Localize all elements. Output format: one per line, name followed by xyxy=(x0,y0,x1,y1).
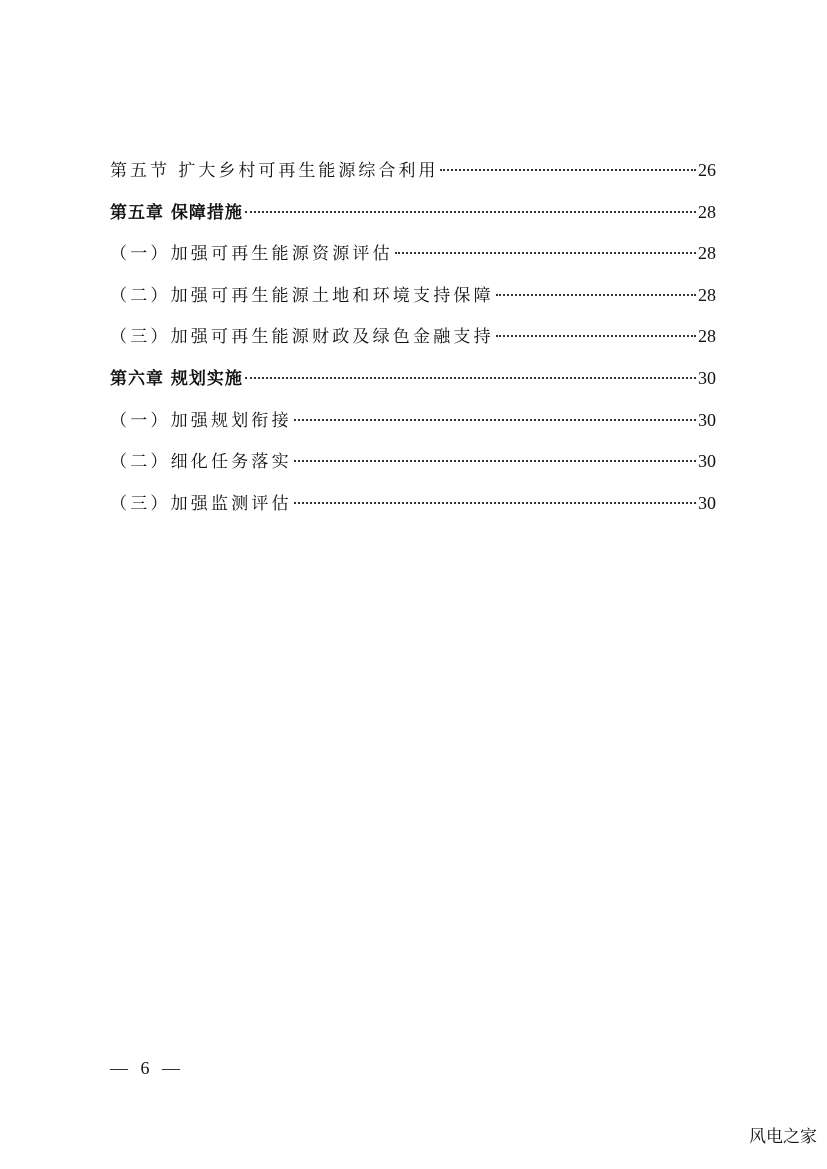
toc-dot-leader xyxy=(245,211,696,213)
toc-dot-leader xyxy=(496,294,696,296)
toc-entry-page: 28 xyxy=(698,326,716,347)
toc-entry[interactable] xyxy=(110,150,716,192)
toc-dot-leader xyxy=(294,419,696,421)
toc-dot-leader xyxy=(294,502,696,504)
toc-entry-title: （三）加强可再生能源财政及绿色金融支持 xyxy=(110,327,494,348)
toc-entry[interactable] xyxy=(110,192,716,234)
toc-entry-title: （三）加强监测评估 xyxy=(110,493,292,514)
toc-entry-title: 第五节 扩大乡村可再生能源综合利用 xyxy=(110,161,439,181)
toc-entry[interactable] xyxy=(110,275,716,317)
toc-entry-page: 26 xyxy=(698,160,716,180)
toc-entry[interactable] xyxy=(110,483,716,525)
toc-entry[interactable] xyxy=(110,233,716,275)
toc-entry-page: 28 xyxy=(698,284,716,305)
toc-entry[interactable] xyxy=(110,316,716,358)
toc-entry-title: 第六章 规划实施 xyxy=(110,368,243,389)
toc-entry-title: （一）加强规划衔接 xyxy=(110,410,292,431)
toc-entry[interactable] xyxy=(110,400,716,442)
toc-dot-leader xyxy=(294,460,696,462)
toc-dot-leader xyxy=(245,377,696,379)
toc-entry[interactable] xyxy=(110,441,716,483)
toc-entry-title: （二）细化任务落实 xyxy=(110,452,292,473)
toc-entry-page: 28 xyxy=(698,201,716,222)
toc-dot-leader xyxy=(496,335,696,337)
toc-dot-leader xyxy=(440,169,696,171)
watermark-text: 风电之家 xyxy=(749,1127,817,1147)
page-number: — 6 — xyxy=(110,1058,184,1078)
toc-entry-page: 30 xyxy=(698,492,716,513)
toc-entry-page: 30 xyxy=(698,367,716,388)
toc-entry-page: 28 xyxy=(698,243,716,264)
toc-entry[interactable] xyxy=(110,358,716,400)
toc-entry-page: 30 xyxy=(698,451,716,472)
toc-entry-title: （一）加强可再生能源资源评估 xyxy=(110,244,393,265)
toc-entry-title: （二）加强可再生能源土地和环境支持保障 xyxy=(110,285,494,306)
toc-entry-page: 30 xyxy=(698,409,716,430)
toc-entry-title: 第五章 保障措施 xyxy=(110,202,243,223)
toc-dot-leader xyxy=(395,252,696,254)
table-of-contents xyxy=(110,150,716,524)
